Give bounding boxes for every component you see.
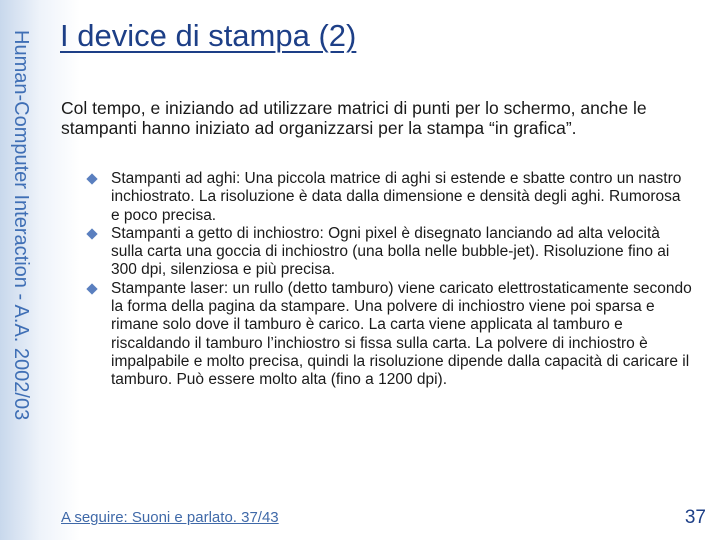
course-sidebar-label: Human-Computer Interaction - A.A. 2002/03	[10, 30, 32, 421]
slide-title: I device di stampa (2)	[60, 18, 357, 53]
bullet-text: Stampante laser: un rullo (detto tamburo) viene caricato elettrostaticamente secondo la forma della pagina da stampare. Una polvere di inchiostro viene poi sparsa e rimane solo dove il tamburo è carico. La carta viene applicata al tamburo e riscaldando il tamburo l’inchiostro si fissa sulla carta. La polvere di inchiostro è impalpabile e molto precisa, quindi la risoluzione dipende dalla capacità di caricare il tamburo. Può essere molto alta (fino a 1200 dpi).	[111, 279, 692, 389]
bullet-text: Stampanti a getto di inchiostro: Ogni pixel è disegnato lanciando ad alta velocità sulla carta una goccia di inchiostro (una bolla nelle bubble-jet). Risoluzione fino ai 300 dpi, silenziosa e più precisa.	[111, 224, 670, 279]
next-topic-link[interactable]: A seguire: Suoni e parlato. 37/43	[61, 509, 279, 526]
intro-paragraph: Col tempo, e iniziando ad utilizzare matrici di punti per lo schermo, anche le stampanti hanno iniziato ad organizzarsi per la stampa “in grafica”.	[61, 98, 647, 138]
bullet-list	[88, 170, 693, 390]
page-number: 37	[684, 507, 706, 528]
diamond-bullet-icon	[86, 283, 97, 294]
list-item	[88, 170, 693, 225]
list-item	[88, 280, 693, 390]
diamond-bullet-icon	[86, 173, 97, 184]
diamond-bullet-icon	[86, 228, 97, 239]
list-item	[88, 225, 693, 280]
bullet-text: Stampanti ad aghi: Una piccola matrice di aghi si estende e sbatte contro un nastro inchiostrato. La risoluzione è data dalla dimensione e densità degli aghi. Rumorosa e poco precisa.	[111, 170, 682, 224]
